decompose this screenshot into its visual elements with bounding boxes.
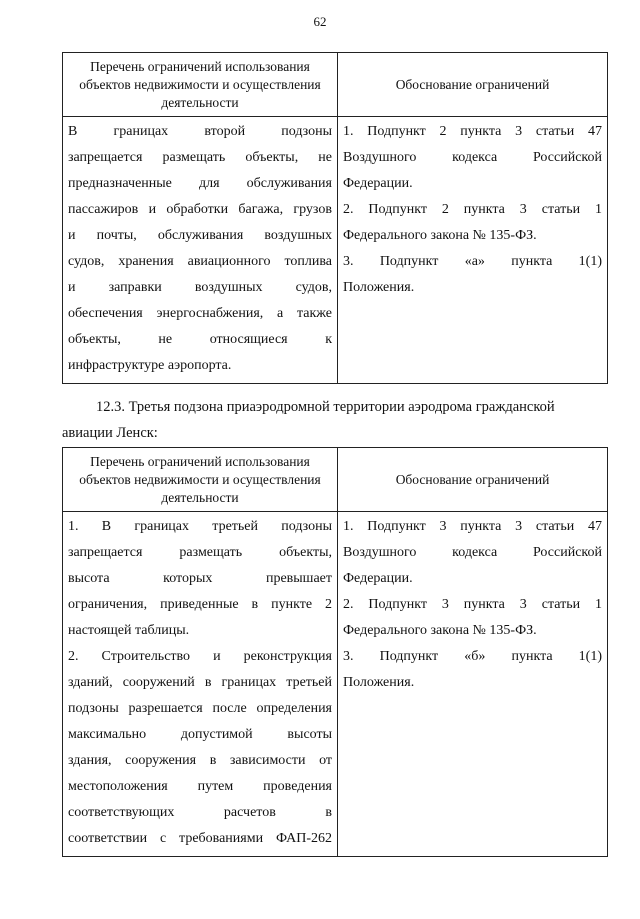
header-justification: Обоснование ограничений — [338, 53, 608, 117]
text-line: Федерации. — [343, 571, 413, 586]
text-line: здания, сооружения в зависимости от — [68, 753, 332, 768]
section-heading: 12.3. Третья подзона приаэродромной территории аэродрома гражданской авиации Ленск: — [62, 399, 555, 441]
text-line: Федерального закона № 135-ФЗ. — [343, 228, 537, 243]
text-line: 1. В границах третьей подзоны — [68, 519, 332, 534]
text-line: Федерального закона № 135-ФЗ. — [343, 623, 537, 638]
text-line: 1. Подпункт 2 пункта 3 статьи 47 — [343, 124, 602, 139]
text-line: максимально допустимой высоты — [68, 727, 332, 742]
text-line: соответствующих расчетов в — [68, 805, 332, 820]
text-line: Воздушного кодекса Российской — [343, 150, 602, 165]
text-line: зданий, сооружений в границах третьей — [68, 675, 332, 690]
justification-cell — [338, 117, 608, 384]
text-line: предназначенные для обслуживания — [68, 176, 332, 191]
text-line: высота которых превышает — [68, 571, 332, 586]
text-line: ограничения, приведенные в пункте 2 — [68, 597, 332, 612]
text-line: судов, хранения авиационного топлива — [68, 254, 332, 269]
text-line: и заправки воздушных судов, — [68, 280, 332, 295]
restrictions-table-third-subzone — [62, 447, 608, 857]
text-line: местоположения путем проведения — [68, 779, 332, 794]
table-header-row — [63, 448, 608, 512]
text-line: Воздушного кодекса Российской — [343, 545, 602, 560]
page-number: 62 — [313, 14, 327, 29]
text-line: Федерации. — [343, 176, 413, 191]
text-line: запрещается размещать объекты, не — [68, 150, 332, 165]
text-line: пассажиров и обработки багажа, грузов — [68, 202, 332, 217]
table-row — [63, 117, 608, 384]
table-row — [63, 512, 608, 857]
text-line: 3. Подпункт «а» пункта 1(1) — [343, 254, 602, 269]
text-line: 3. Подпункт «б» пункта 1(1) — [343, 649, 602, 664]
text-line: подзоны разрешается после определения — [68, 701, 332, 716]
header-restrictions-list: Перечень ограничений использования объектов недвижимости и осуществления деятельности — [63, 448, 338, 512]
text-line: 1. Подпункт 3 пункта 3 статьи 47 — [343, 519, 602, 534]
text-line: инфраструктуре аэропорта. — [68, 358, 232, 373]
text-line: Положения. — [343, 675, 415, 690]
text-line: объекты, не относящиеся к — [68, 332, 332, 347]
restriction-cell — [63, 117, 338, 384]
text-line: 2. Строительство и реконструкция — [68, 649, 332, 664]
header-justification: Обоснование ограничений — [338, 448, 608, 512]
restrictions-table-second-subzone — [62, 52, 608, 384]
header-restrictions-list: Перечень ограничений использования объектов недвижимости и осуществления деятельности — [63, 53, 338, 117]
text-line: соответствии с требованиями ФАП-262 — [68, 831, 332, 846]
text-line: обеспечения энергоснабжения, а также — [68, 306, 332, 321]
table-header-row — [63, 53, 608, 117]
text-line: настоящей таблицы. — [68, 623, 190, 638]
text-line: В границах второй подзоны — [68, 124, 332, 139]
text-line: 2. Подпункт 3 пункта 3 статьи 1 — [343, 597, 602, 612]
restriction-cell — [63, 512, 338, 857]
text-line: Положения. — [343, 280, 415, 295]
text-line: и почты, обслуживания воздушных — [68, 228, 332, 243]
text-line: 2. Подпункт 2 пункта 3 статьи 1 — [343, 202, 602, 217]
text-line: запрещается размещать объекты, — [68, 545, 332, 560]
justification-cell — [338, 512, 608, 857]
